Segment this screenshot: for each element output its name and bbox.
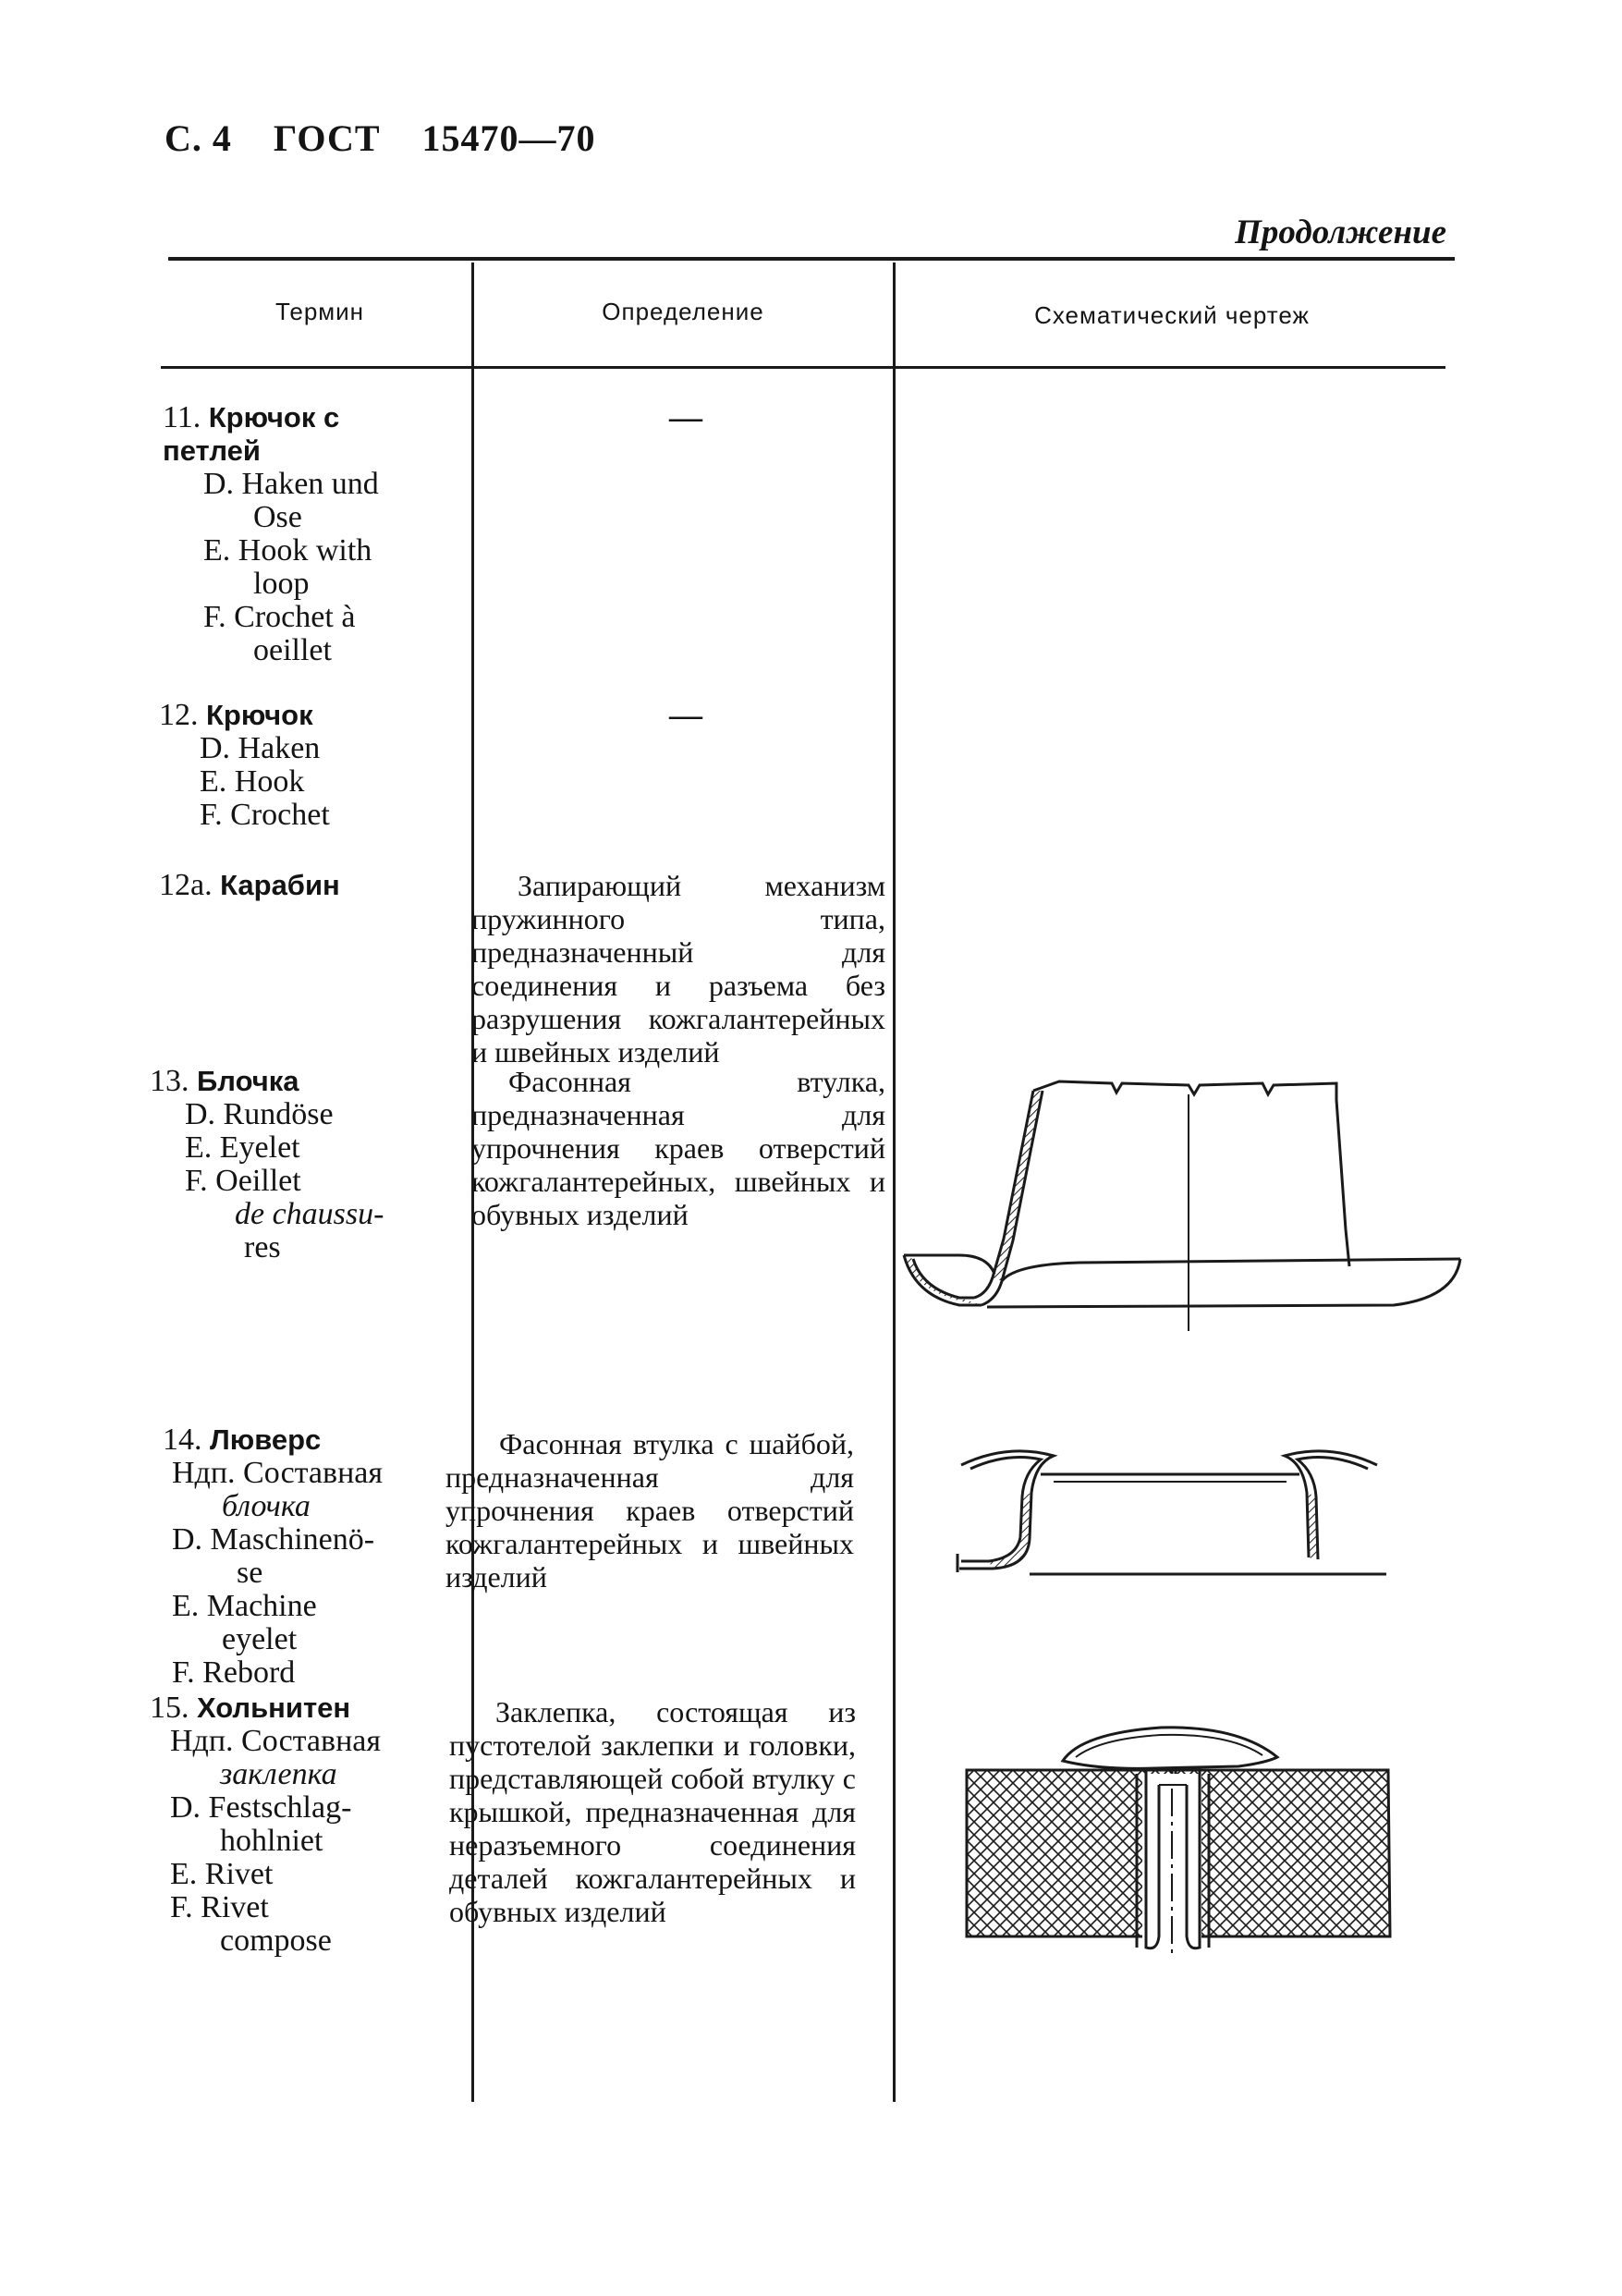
entry-14-number: 14. xyxy=(163,1423,202,1457)
entry-11-de-cont: Ose xyxy=(253,500,302,534)
eyelet-drawing xyxy=(895,1063,1468,1414)
entry-13-fr-cont: de chaussu- xyxy=(235,1197,384,1231)
entry-11-term xyxy=(163,401,379,667)
entry-13-fr: F. Oeillet xyxy=(185,1164,301,1198)
machine-eyelet-drawing xyxy=(952,1437,1386,1585)
entry-14-term xyxy=(163,1423,383,1690)
entry-11-de: D. Haken und xyxy=(203,467,379,501)
entry-15-de: D. Festschlag- xyxy=(170,1790,352,1825)
entry-15-en: E. Rivet xyxy=(170,1857,274,1891)
entry-14-en: E. Machine xyxy=(172,1589,317,1623)
standard-number: 15470—70 xyxy=(421,117,596,159)
entry-14-fr: F. Rebord xyxy=(172,1655,296,1690)
entry-11-en-cont: loop xyxy=(253,567,310,601)
entry-13-en: E. Eyelet xyxy=(185,1130,300,1165)
table-header-rule xyxy=(161,366,1445,369)
column-header-term: Термин xyxy=(274,298,365,325)
entry-11-number: 11. xyxy=(163,400,201,434)
page-header xyxy=(165,116,628,160)
entry-12a-name: Карабин xyxy=(220,869,340,901)
continuation-label: Продолжение xyxy=(1235,214,1446,251)
entry-15-fr-cont: compose xyxy=(220,1924,332,1958)
entry-11-name-cont: петлей xyxy=(163,434,261,467)
entry-13-de: D. Rundöse xyxy=(185,1097,334,1131)
entry-12-fr: F. Crochet xyxy=(200,798,330,832)
entry-15-not-recommended-cont: заклепка xyxy=(220,1757,337,1791)
entry-13-number: 13. xyxy=(150,1064,189,1098)
entry-13-definition: Фасонная втулка, предназначенная для упрочнения краев отверстий кожгалантерейных, швейных и обувных изделий xyxy=(471,1065,885,1231)
entry-14-not-recommended-cont: блочка xyxy=(222,1489,311,1523)
entry-12a-definition: Запирающий механизм пружинного типа, предназначенный для соединения и разъема без разрушения кожгалантерейных и швейных изделий xyxy=(471,869,885,1069)
column-header-drawing: Схематический чертеж xyxy=(1034,301,1310,329)
standard-label: ГОСТ xyxy=(273,117,381,159)
entry-15-name: Хольнитен xyxy=(197,1691,351,1724)
entry-13-term xyxy=(150,1065,384,1264)
entry-12-name: Крючок xyxy=(206,699,313,731)
entry-11-fr: F. Crochet à xyxy=(203,600,356,634)
page-number: С. 4 xyxy=(165,117,232,159)
entry-12-de: D. Haken xyxy=(200,731,321,765)
entry-15-definition: Заклепка, состоящая из пустотелой заклепки и головки, представляющей собой втулку с крышкой, предназначенная для неразъемного соединения деталей кожгалантерейных и обувных изделий xyxy=(449,1695,856,1928)
entry-11-fr-cont: oeillet xyxy=(253,633,332,667)
entry-11-definition: — xyxy=(669,398,702,435)
entry-14-name: Люверс xyxy=(210,1423,322,1456)
entry-14-de: D. Maschinenö- xyxy=(172,1522,375,1557)
entry-11-name: Крючок с xyxy=(208,401,340,434)
entry-15-term xyxy=(150,1691,381,1958)
column-header-definition: Определение xyxy=(602,298,764,325)
entry-14-de-cont: se xyxy=(237,1556,263,1590)
entry-12-en: E. Hook xyxy=(200,764,305,799)
entry-15-de-cont: hohlniet xyxy=(220,1824,323,1858)
entry-14-definition: Фасонная втулка с шайбой, предназначенная для упрочнения краев отверстий кожгалантерейных и швейных изделий xyxy=(445,1427,854,1594)
entry-11-en: E. Hook with xyxy=(203,533,372,568)
entry-12a-number: 12а. xyxy=(159,868,213,902)
rivet-drawing xyxy=(961,1705,1396,1964)
table-top-rule xyxy=(168,257,1455,261)
entry-15-not-recommended: Ндп. Составная xyxy=(170,1724,382,1758)
entry-14-not-recommended: Ндп. Составная xyxy=(172,1456,384,1490)
entry-12-term xyxy=(159,699,330,832)
entry-14-en-cont: eyelet xyxy=(222,1622,298,1656)
entry-12-number: 12. xyxy=(159,698,199,732)
entry-13-fr-cont2: res xyxy=(244,1230,281,1264)
entry-15-number: 15. xyxy=(150,1691,189,1725)
entry-13-name: Блочка xyxy=(197,1065,299,1097)
entry-12-definition: — xyxy=(669,696,702,733)
entry-12a-term xyxy=(159,869,340,902)
entry-15-fr: F. Rivet xyxy=(170,1890,269,1924)
